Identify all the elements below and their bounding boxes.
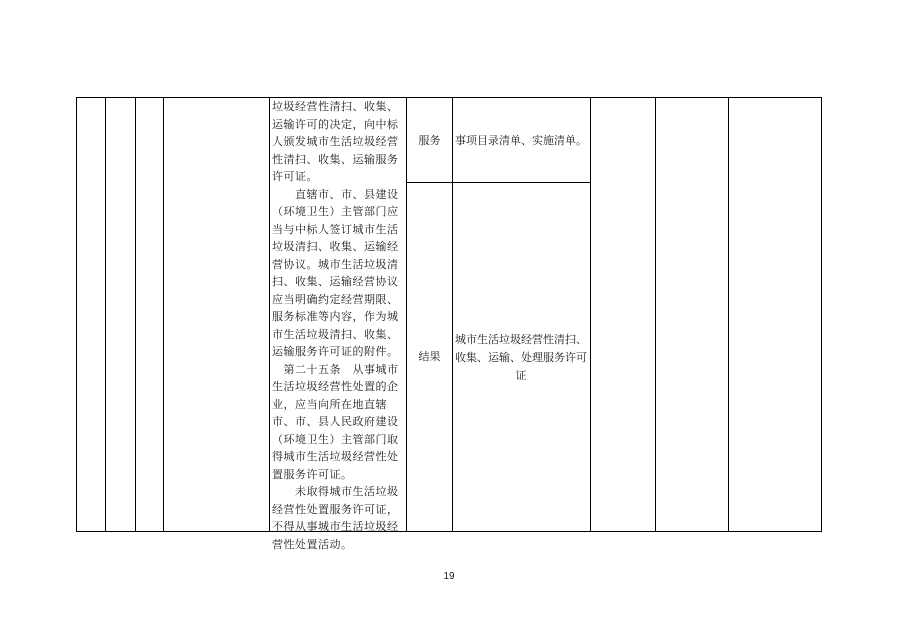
page-number: 19 xyxy=(443,571,455,582)
table-column-divider xyxy=(163,97,164,532)
table-border-right xyxy=(821,97,822,532)
table-column-divider xyxy=(135,97,136,532)
table-row-divider xyxy=(406,182,591,183)
row-content-service: 事项目录清单、实施清单。 xyxy=(455,134,587,147)
table-column-divider xyxy=(269,97,270,532)
legal-basis-paragraph: 未取得城市生活垃圾经营性处置服务许可证，不得从事城市生活垃圾经营性处置活动。 xyxy=(272,485,399,551)
legal-basis-paragraph: 垃圾经营性清扫、收集、运输许可的决定，向中标人颁发城市生活垃圾经营性清扫、收集、运输服务许可证。 xyxy=(272,100,399,183)
row-label-result: 结果 xyxy=(418,350,441,363)
row-label-service: 服务 xyxy=(418,134,441,147)
table-column-divider xyxy=(452,97,453,532)
table-border-bottom xyxy=(76,531,822,532)
legal-basis-paragraph: 直辖市、市、县建设（环境卫生）主管部门应当与中标人签订城市生活垃圾清扫、收集、运输经营协议。城市生活垃圾清扫、收集、运输经营协议应当明确约定经营期限、服务标准等内容，作为城市生活垃圾清扫、收集、运输服务许可证的附件。 xyxy=(272,187,399,358)
row-content-result: 城市生活垃圾经营性清扫、收集、运输、处理服务许可证 xyxy=(455,333,587,382)
table-border-top xyxy=(76,97,822,98)
table-column-divider xyxy=(655,97,656,532)
table-column-divider xyxy=(105,97,106,532)
legal-basis-cell xyxy=(272,98,405,553)
table-border-left xyxy=(76,97,77,532)
table-column-divider xyxy=(590,97,591,532)
table-column-divider xyxy=(728,97,729,532)
table-column-divider xyxy=(406,97,407,532)
legal-basis-paragraph: 第二十五条 从事城市生活垃圾经营性处置的企业，应当向所在地直辖市、市、县人民政府建设（环境卫生）主管部门取得城市生活垃圾经营性处置服务许可证。 xyxy=(272,362,399,481)
